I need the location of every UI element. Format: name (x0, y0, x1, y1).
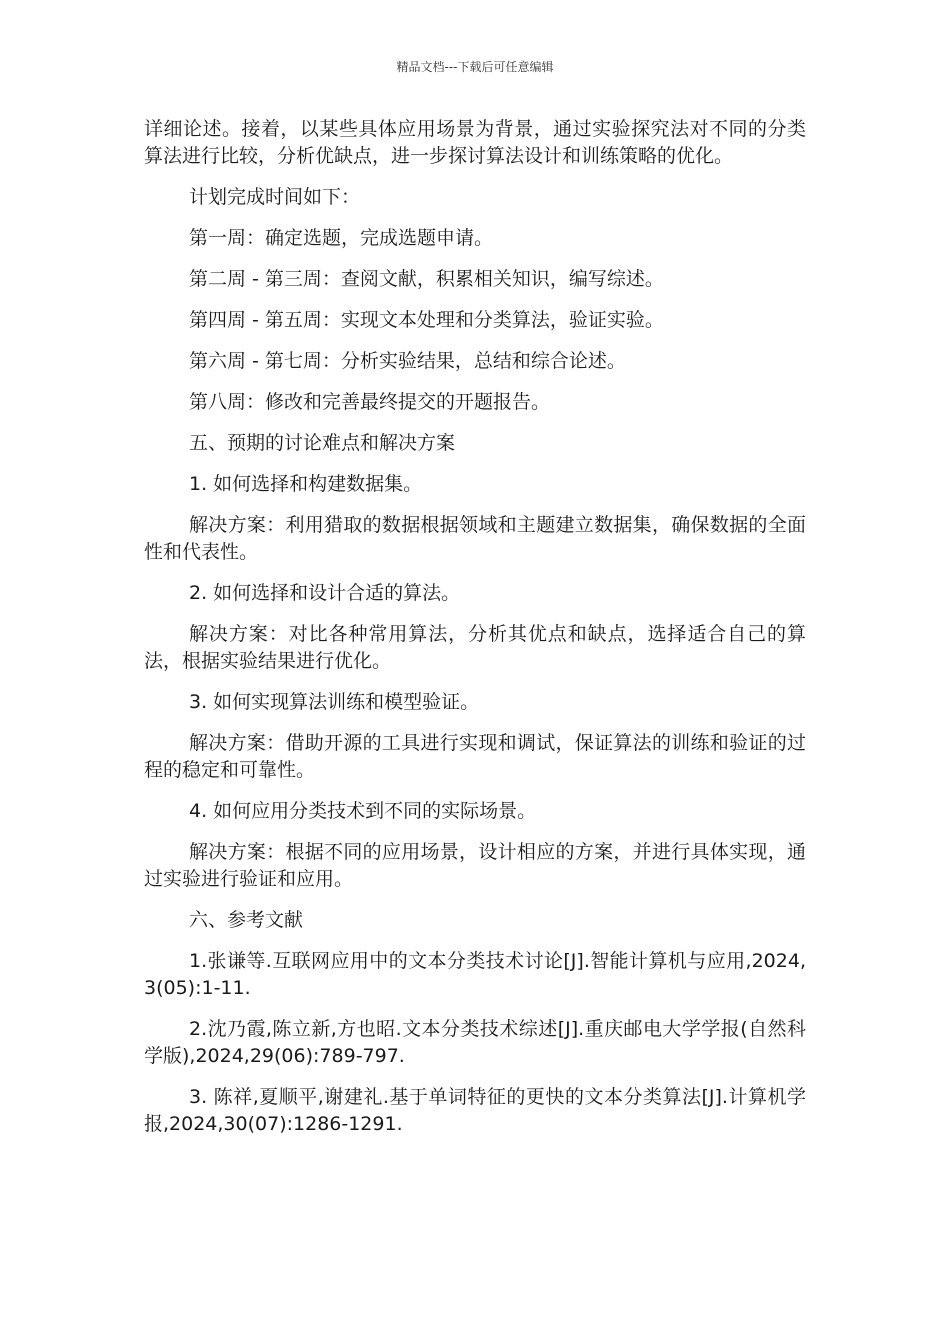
difficulty-1: 1. 如何选择和构建数据集。 (189, 473, 423, 495)
schedule-intro: 计划完成时间如下： (189, 186, 361, 208)
solution-1: 解决方案：利用猎取的数据根据领域和主题建立数据集，确保数据的全面性和代表性。 (144, 514, 806, 563)
section-heading-5: 五、预期的讨论难点和解决方案 (189, 432, 456, 454)
schedule-week-6-7: 第六周 - 第七周：分析实验结果，总结和综合论述。 (189, 350, 626, 372)
schedule-week-4-5: 第四周 - 第五周：实现文本处理和分类算法，验证实验。 (189, 309, 664, 331)
schedule-week-8: 第八周：修改和完善最终提交的开题报告。 (189, 391, 551, 413)
section-heading-6: 六、参考文献 (189, 909, 304, 931)
reference-1: 1.张谦等.互联网应用中的文本分类技术讨论[J].智能计算机与应用,2024,3(05):1-11. (144, 950, 806, 999)
schedule-week-1: 第一周：确定选题，完成选题申请。 (189, 227, 494, 249)
reference-2: 2.沈乃霞,陈立新,方也昭.文本分类技术综述[J].重庆邮电大学学报(自然科学版),2024,29(06):789-797. (144, 1018, 806, 1067)
solution-3: 解决方案：借助开源的工具进行实现和调试，保证算法的训练和验证的过程的稳定和可靠性。 (144, 732, 806, 781)
solution-4: 解决方案：根据不同的应用场景，设计相应的方案，并进行具体实现，通过实验进行验证和应用。 (144, 841, 806, 890)
schedule-week-2-3: 第二周 - 第三周：查阅文献，积累相关知识，编写综述。 (189, 268, 664, 290)
difficulty-3: 3. 如何实现算法训练和模型验证。 (189, 691, 480, 713)
page-header: 精品文档---下载后可任意编辑 (396, 60, 554, 74)
document-body (144, 116, 806, 1152)
solution-2: 解决方案：对比各种常用算法，分析其优点和缺点，选择适合自己的算法，根据实验结果进行优化。 (144, 623, 806, 672)
difficulty-2: 2. 如何选择和设计合适的算法。 (189, 582, 461, 604)
difficulty-4: 4. 如何应用分类技术到不同的实际场景。 (189, 800, 537, 822)
paragraph-continuation: 详细论述。接着，以某些具体应用场景为背景，通过实验探究法对不同的分类算法进行比较，分析优缺点，进一步探讨算法设计和训练策略的优化。 (144, 118, 806, 167)
reference-3: 3. 陈祥,夏顺平,谢建礼.基于单词特征的更快的文本分类算法[J].计算机学报,2024,30(07):1286-1291. (144, 1086, 806, 1135)
